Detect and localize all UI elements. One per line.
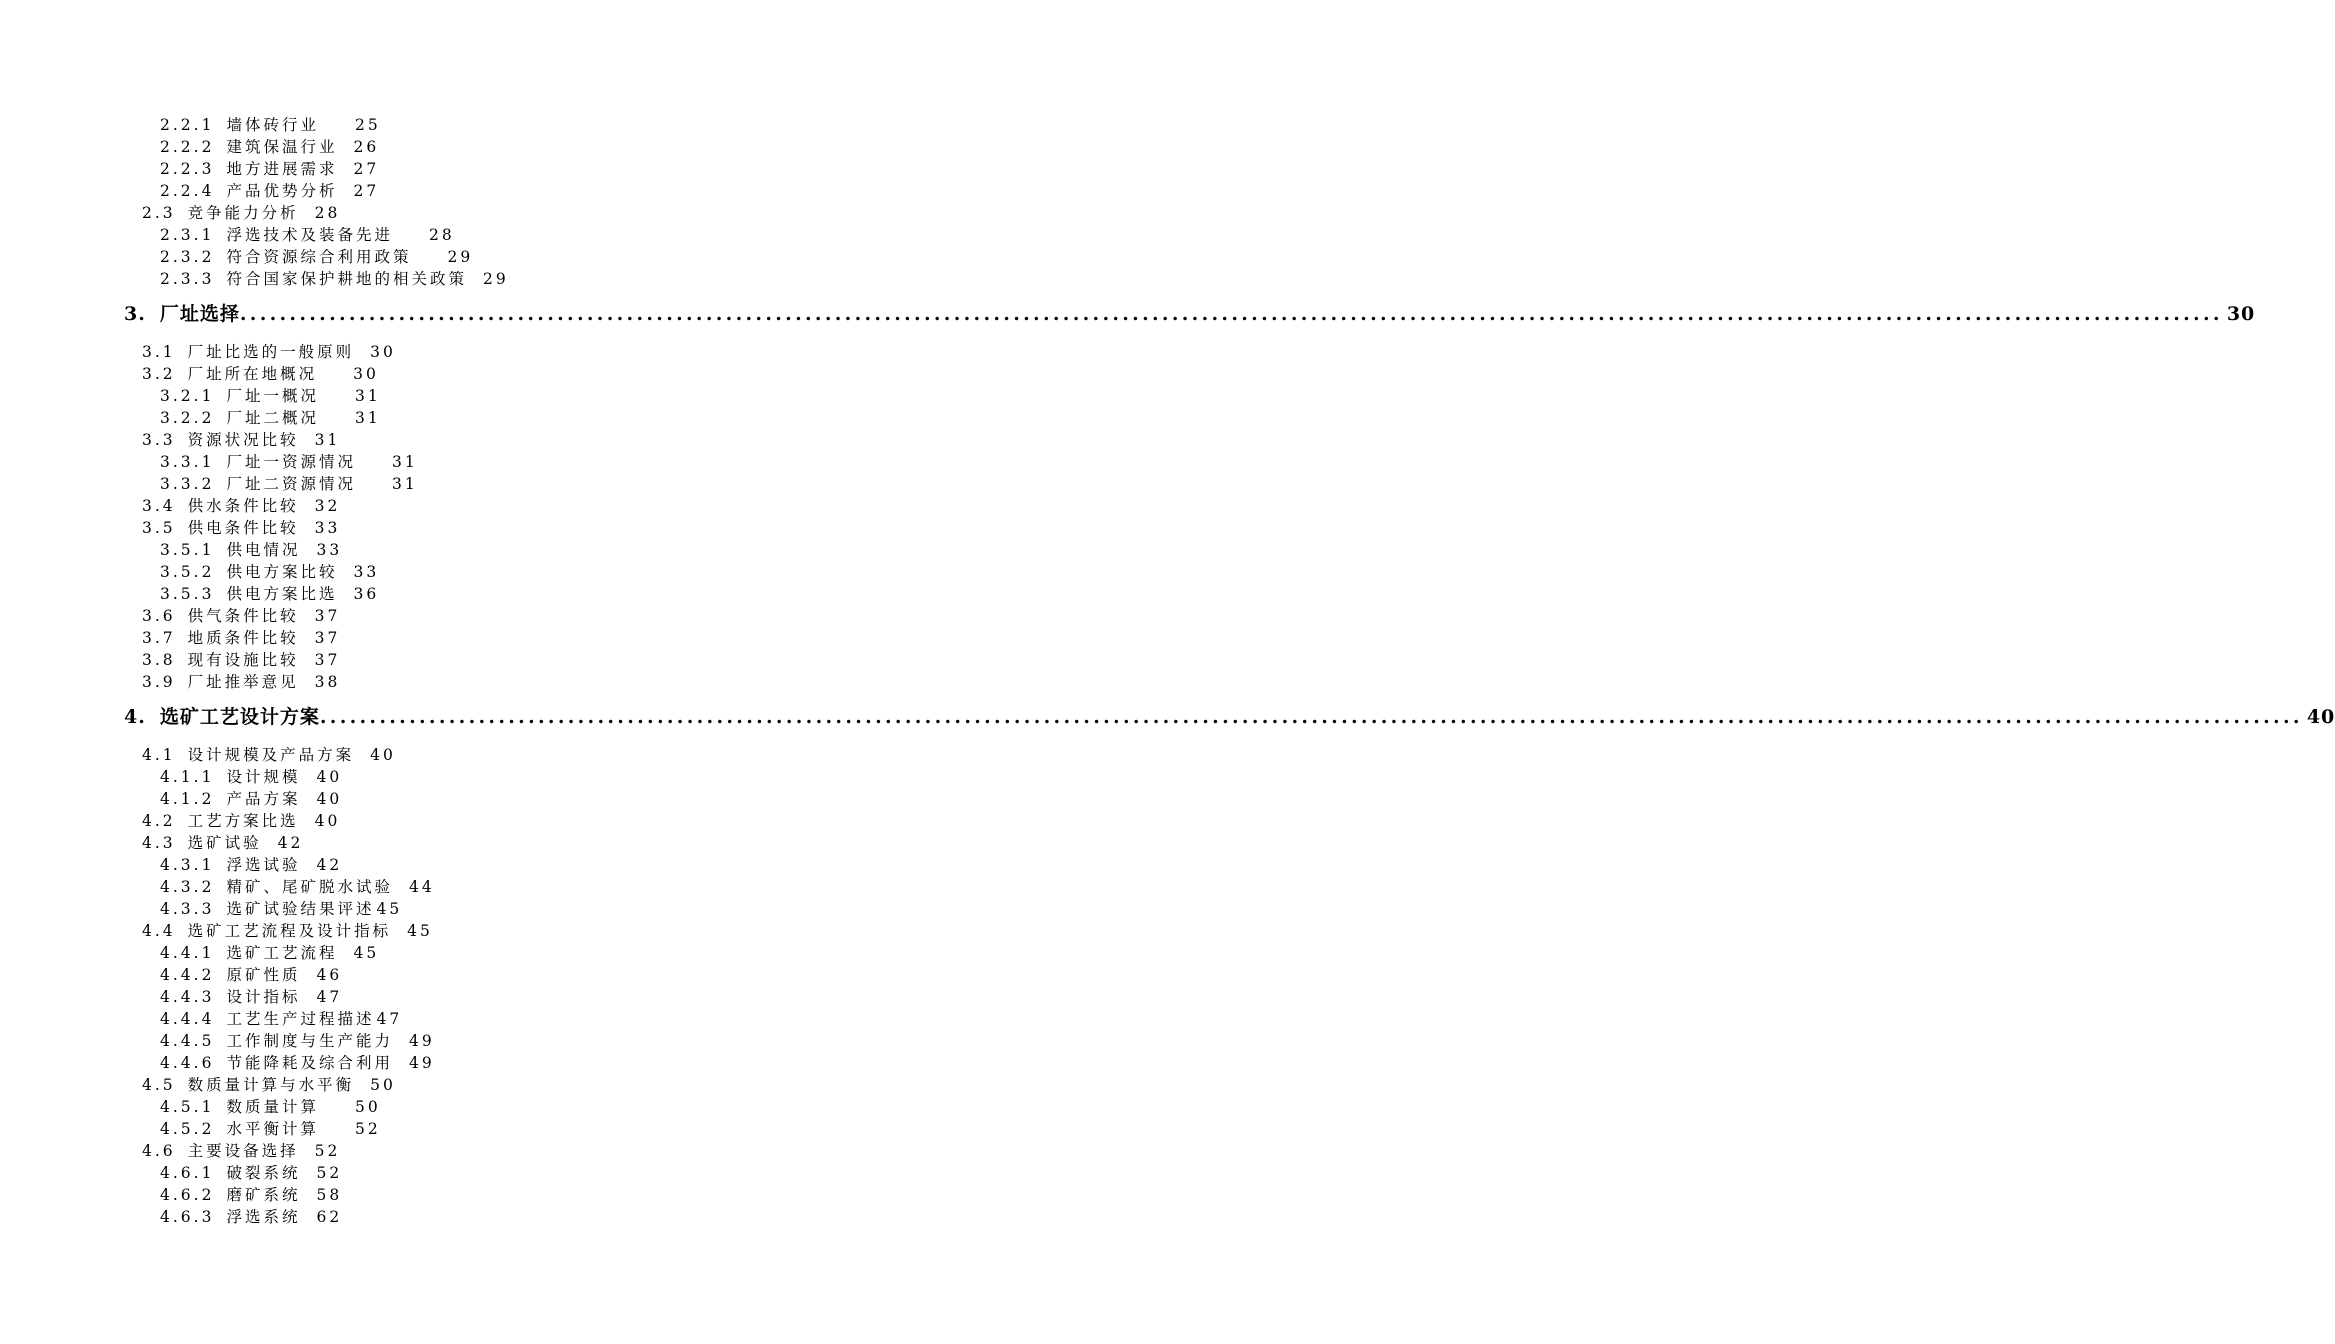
entry-page-number: 58 [316,1186,343,1204]
toc-subsection-entry[interactable] [0,180,950,202]
toc-subsection-entry[interactable] [0,876,950,898]
entry-title: 供电条件比较 [187,519,299,537]
entry-page-number: 31 [391,453,418,471]
entry-title: 厂址一概况 [226,387,319,405]
entry-page-number: 52 [316,1164,343,1182]
toc-section-entry[interactable] [0,517,950,539]
toc-subsection-entry[interactable] [0,964,950,986]
entry-number: 4.5.2 [160,1120,215,1138]
entry-title: 选矿试验 [187,834,262,852]
toc-subsection-entry[interactable] [0,1030,950,1052]
entry-title: 厂址推举意见 [187,673,299,691]
toc-subsection-entry[interactable] [0,158,950,180]
entry-number: 3.5 [142,519,176,537]
entry-number: 2.3.2 [160,248,215,266]
entry-title: 数质量计算 [226,1098,319,1116]
entry-number: 3.3 [142,431,176,449]
toc-section-entry[interactable] [0,832,950,854]
toc-section-entry[interactable] [0,363,950,385]
entry-page-number: 28 [314,204,341,222]
entry-number: 3.2.1 [160,387,215,405]
entry-number: 2.3 [142,204,176,222]
toc-subsection-entry[interactable] [0,246,950,268]
toc-subsection-entry[interactable] [0,583,950,605]
entry-title: 原矿性质 [226,966,301,984]
entry-title: 资源状况比较 [187,431,299,449]
entry-title: 符合国家保护耕地的相关政策 [226,270,467,288]
entry-page-number: 49 [408,1054,435,1072]
entry-title: 磨矿系统 [226,1186,301,1204]
dot-leader: ........................................................................................................................................................................................................ [319,706,2303,728]
entry-title: 建筑保温行业 [226,138,338,156]
entry-title: 工艺生产过程描述 [226,1010,375,1028]
entry-title: 选矿工艺流程及设计指标 [187,922,392,940]
entry-number: 4.4.4 [160,1010,215,1028]
entry-number: 3.3.1 [160,453,215,471]
entry-number: 3.2 [142,365,176,383]
toc-section-entry[interactable] [0,605,950,627]
entry-number: 4.3 [142,834,176,852]
entry-number: 4.4 [142,922,176,940]
entry-page-number: 31 [354,387,381,405]
toc-section-entry[interactable] [0,1074,950,1096]
entry-title: 厂址所在地概况 [187,365,318,383]
entry-number: 4.6.2 [160,1186,215,1204]
entry-number: 2.2.2 [160,138,215,156]
toc-subsection-entry[interactable] [0,268,950,290]
toc-subsection-entry[interactable] [0,561,950,583]
entry-number: 3.5.3 [160,585,215,603]
chapter-page-number: 30 [2226,303,2256,325]
entry-number: 3.7 [142,629,176,647]
entry-page-number: 28 [428,226,455,244]
toc-subsection-entry[interactable] [0,1052,950,1074]
toc-chapter-heading[interactable] [0,697,2335,737]
entry-title: 工艺方案比选 [187,812,299,830]
entry-page-number: 45 [353,944,380,962]
entry-number: 3.5.2 [160,563,215,581]
entry-page-number: 37 [314,607,341,625]
entry-title: 选矿工艺流程 [226,944,338,962]
chapter-number: 3. [124,303,146,325]
entry-page-number: 29 [482,270,509,288]
entry-title: 精矿、尾矿脱水试验 [226,878,393,896]
entry-title: 浮选系统 [226,1208,301,1226]
entry-number: 4.2 [142,812,176,830]
entry-page-number: 40 [316,768,343,786]
entry-title: 供电方案比选 [226,585,338,603]
entry-page-number: 37 [314,651,341,669]
entry-page-number: 52 [354,1120,381,1138]
chapter-number: 4. [124,706,146,728]
toc-subsection-entry[interactable] [0,766,950,788]
toc-section-entry[interactable] [0,671,950,693]
entry-page-number: 31 [354,409,381,427]
entry-title: 设计规模 [226,768,301,786]
entry-page-number: 40 [314,812,341,830]
entry-number: 2.3.1 [160,226,215,244]
entry-title: 竞争能力分析 [187,204,299,222]
entry-title: 数质量计算与水平衡 [187,1076,355,1094]
entry-number: 3.9 [142,673,176,691]
entry-page-number: 50 [370,1076,396,1094]
toc-section-entry[interactable] [0,495,950,517]
toc-subsection-entry[interactable] [0,1008,950,1030]
entry-title: 浮选技术及装备先进 [226,226,393,244]
toc-subsection-entry[interactable] [0,898,950,920]
entry-number: 4.6.1 [160,1164,215,1182]
toc-subsection-entry[interactable] [0,1206,950,1228]
entry-title: 供水条件比较 [187,497,299,515]
entry-title: 地质条件比较 [187,629,299,647]
entry-title: 节能降耗及综合利用 [226,1054,393,1072]
chapter-title: 厂址选择 [159,303,240,325]
toc-subsection-entry[interactable] [0,1162,950,1184]
entry-page-number: 40 [316,790,343,808]
toc-section-entry[interactable] [0,627,950,649]
entry-number: 4.1 [142,746,176,764]
toc-section-entry[interactable] [0,920,950,942]
entry-number: 3.4 [142,497,176,515]
entry-title: 墙体砖行业 [226,116,319,134]
entry-page-number: 33 [314,519,341,537]
entry-page-number: 44 [408,878,435,896]
entry-page-number: 25 [354,116,381,134]
entry-title: 厂址一资源情况 [226,453,356,471]
entry-title: 水平衡计算 [226,1120,319,1138]
entry-number: 3.8 [142,651,176,669]
toc-subsection-entry[interactable] [0,136,950,158]
entry-number: 3.3.2 [160,475,215,493]
entry-page-number: 62 [316,1208,343,1226]
chapter-page-number: 40 [2306,706,2335,728]
table-of-contents [0,114,2335,1228]
entry-page-number: 30 [353,365,379,383]
entry-page-number: 26 [353,138,380,156]
entry-number: 4.4.5 [160,1032,215,1050]
toc-subsection-entry[interactable] [0,224,950,246]
entry-title: 现有设施比较 [187,651,299,669]
toc-subsection-entry[interactable] [0,114,950,136]
entry-number: 2.2.1 [160,116,215,134]
entry-page-number: 45 [376,900,403,918]
entry-number: 4.6 [142,1142,176,1160]
entry-page-number: 46 [316,966,343,984]
entry-number: 4.4.1 [160,944,215,962]
entry-number: 2.3.3 [160,270,215,288]
entry-number: 4.3.2 [160,878,215,896]
entry-title: 破裂系统 [226,1164,301,1182]
entry-page-number: 38 [314,673,341,691]
entry-page-number: 50 [354,1098,381,1116]
entry-number: 4.5 [142,1076,176,1094]
entry-number: 3.2.2 [160,409,215,427]
entry-page-number: 31 [391,475,418,493]
entry-title: 厂址二概况 [226,409,319,427]
entry-number: 4.6.3 [160,1208,215,1226]
entry-page-number: 42 [277,834,304,852]
entry-page-number: 36 [353,585,380,603]
entry-title: 供电情况 [226,541,301,559]
toc-subsection-entry[interactable] [0,986,950,1008]
entry-title: 供电方案比较 [226,563,338,581]
entry-number: 2.2.3 [160,160,215,178]
entry-page-number: 42 [316,856,343,874]
entry-page-number: 37 [314,629,341,647]
toc-subsection-entry[interactable] [0,385,950,407]
entry-page-number: 47 [376,1010,403,1028]
entry-number: 4.1.1 [160,768,215,786]
toc-section-entry[interactable] [0,1140,950,1162]
toc-section-entry[interactable] [0,341,950,363]
entry-title: 工作制度与生产能力 [226,1032,393,1050]
entry-title: 主要设备选择 [187,1142,299,1160]
toc-subsection-entry[interactable] [0,1118,950,1140]
entry-number: 4.4.3 [160,988,215,1006]
toc-subsection-entry[interactable] [0,473,950,495]
toc-section-entry[interactable] [0,429,950,451]
entry-number: 4.4.2 [160,966,215,984]
entry-page-number: 32 [314,497,341,515]
entry-title: 符合资源综合利用政策 [226,248,412,266]
entry-title: 选矿试验结果评述 [226,900,375,918]
toc-chapter-heading[interactable] [0,294,2256,334]
toc-section-entry[interactable] [0,810,950,832]
entry-title: 设计规模及产品方案 [187,746,355,764]
entry-number: 4.3.1 [160,856,215,874]
entry-number: 4.4.6 [160,1054,215,1072]
entry-title: 产品优势分析 [226,182,338,200]
toc-subsection-entry[interactable] [0,451,950,473]
entry-number: 3.5.1 [160,541,215,559]
toc-subsection-entry[interactable] [0,407,950,429]
toc-section-entry[interactable] [0,649,950,671]
dot-leader: ........................................................................................................................................................................................................ [239,303,2223,325]
entry-page-number: 52 [314,1142,341,1160]
chapter-title: 选矿工艺设计方案 [159,706,320,728]
entry-title: 设计指标 [226,988,301,1006]
entry-page-number: 45 [407,922,433,940]
entry-page-number: 47 [316,988,343,1006]
entry-title: 厂址比选的一般原则 [187,343,355,361]
toc-section-entry[interactable] [0,202,950,224]
toc-subsection-entry[interactable] [0,1184,950,1206]
entry-number: 3.1 [142,343,176,361]
entry-number: 4.5.1 [160,1098,215,1116]
entry-title: 产品方案 [226,790,301,808]
entry-page-number: 31 [314,431,341,449]
entry-page-number: 27 [353,160,380,178]
toc-subsection-entry[interactable] [0,1096,950,1118]
entry-page-number: 33 [316,541,343,559]
entry-title: 厂址二资源情况 [226,475,356,493]
entry-page-number: 29 [447,248,474,266]
entry-title: 浮选试验 [226,856,301,874]
entry-page-number: 40 [370,746,396,764]
entry-title: 地方进展需求 [226,160,338,178]
entry-page-number: 27 [353,182,380,200]
entry-number: 3.6 [142,607,176,625]
toc-subsection-entry[interactable] [0,942,950,964]
entry-number: 4.3.3 [160,900,215,918]
toc-section-entry[interactable] [0,744,950,766]
toc-subsection-entry[interactable] [0,539,950,561]
entry-number: 4.1.2 [160,790,215,808]
entry-page-number: 49 [408,1032,435,1050]
toc-subsection-entry[interactable] [0,788,950,810]
entry-page-number: 33 [353,563,380,581]
entry-title: 供气条件比较 [187,607,299,625]
entry-number: 2.2.4 [160,182,215,200]
toc-subsection-entry[interactable] [0,854,950,876]
entry-page-number: 30 [370,343,396,361]
